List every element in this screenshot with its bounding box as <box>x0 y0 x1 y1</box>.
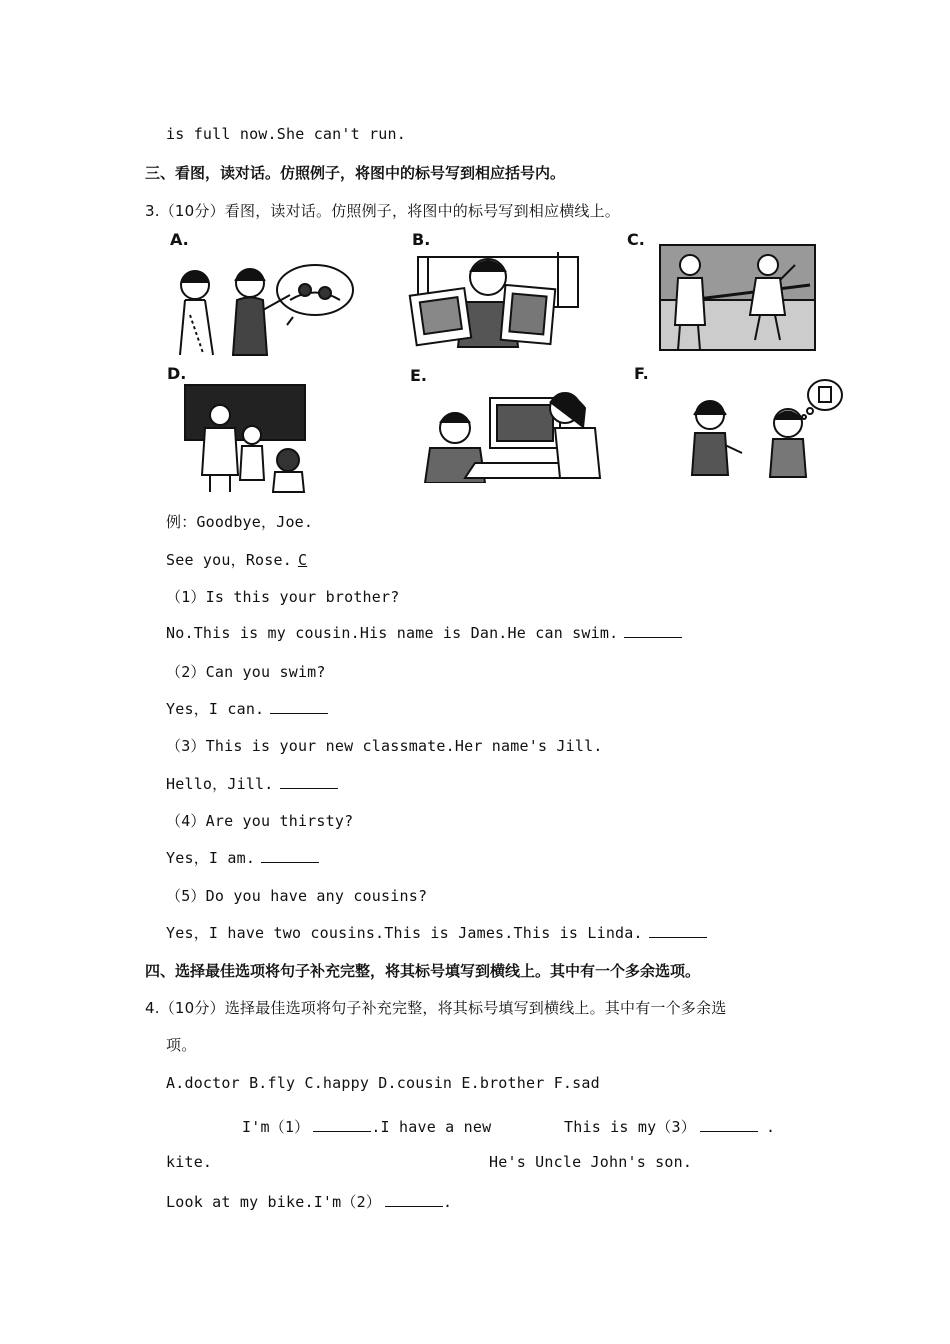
item-1-answer <box>166 623 682 642</box>
example-text: See you，Rose. <box>166 551 292 569</box>
item-2-answer-text: Yes，I can. <box>166 700 265 718</box>
continued-text: is full now.She can't run. <box>166 125 406 143</box>
item-1-question: （1）Is this your brother? <box>166 588 400 606</box>
sentence-3-text-a: This is my（3） <box>564 1118 696 1136</box>
sentence-3-line-1 <box>564 1116 775 1137</box>
item-5-blank[interactable] <box>649 923 707 938</box>
sentence-1-blank[interactable] <box>313 1117 371 1132</box>
example-answer: C <box>297 551 308 569</box>
item-4-answer <box>166 847 319 868</box>
options-list: A.doctor B.fly C.happy D.cousin E.brother F.sad <box>166 1074 600 1092</box>
section-3-heading: 三、看图，读对话。仿照例子，将图中的标号写到相应括号内。 <box>145 164 566 182</box>
sentence-3-blank[interactable] <box>700 1117 758 1132</box>
item-5-answer-text: Yes，I have two cousins.This is James.This is Linda. <box>166 924 643 942</box>
item-1-blank[interactable] <box>624 623 682 638</box>
picture-b-boy-with-photos <box>408 242 583 352</box>
item-1-answer-text: No.This is my cousin.His name is Dan.He can swim. <box>166 624 619 642</box>
sentence-2-blank[interactable] <box>385 1192 443 1207</box>
item-2-blank[interactable] <box>270 699 328 714</box>
sentence-2-text-a: Look at my bike.I'm（2） <box>166 1193 382 1211</box>
picture-e-kids-computer <box>415 378 605 483</box>
sentence-1-text-b: .I have a new <box>371 1118 492 1136</box>
question-4-title-line-2: 项。 <box>166 1036 197 1054</box>
question-4-title-line-1: 4.（10分）选择最佳选项将句子补充完整，将其标号填写到横线上。其中有一个多余选 <box>145 999 727 1017</box>
item-3-question: （3）This is your new classmate.Her name's Jill. <box>166 737 603 755</box>
picture-label-d: D. <box>167 364 187 383</box>
picture-f-thirsty-boy <box>670 375 850 485</box>
picture-a-girls-talking <box>165 255 360 360</box>
item-3-blank[interactable] <box>280 774 338 789</box>
item-4-answer-text: Yes，I am. <box>166 849 256 867</box>
question-3-title: 3.（10分）看图，读对话。仿照例子，将图中的标号写到相应横线上。 <box>145 202 621 220</box>
sentence-3-text-b: . <box>765 1118 776 1136</box>
sentence-1-line-2: kite. <box>166 1153 213 1171</box>
sentence-1-line-1 <box>242 1116 491 1137</box>
picture-label-c: C. <box>627 230 645 249</box>
picture-label-e: E. <box>410 366 428 385</box>
picture-d-teacher-classroom <box>180 380 310 495</box>
item-5-answer <box>166 922 707 943</box>
sentence-3-line-2: He's Uncle John's son. <box>489 1153 693 1171</box>
sentence-2-text-b: . <box>443 1193 453 1211</box>
item-4-question: （4）Are you thirsty? <box>166 812 354 830</box>
picture-label-a: A. <box>170 230 189 249</box>
item-4-blank[interactable] <box>261 848 319 863</box>
item-3-answer-text: Hello，Jill. <box>166 775 274 793</box>
picture-label-f: F. <box>634 364 649 383</box>
example-line-1: 例：Goodbye，Joe. <box>166 513 314 531</box>
sentence-1-text-a: I'm（1） <box>242 1118 310 1136</box>
picture-c-kids-waving <box>650 240 820 360</box>
section-4-heading: 四、选择最佳选项将句子补充完整，将其标号填写到横线上。其中有一个多余选项。 <box>145 962 701 980</box>
item-5-question: （5）Do you have any cousins? <box>166 887 428 905</box>
sentence-2 <box>166 1191 452 1212</box>
picture-label-b: B. <box>412 230 431 249</box>
example-line-2 <box>166 549 307 570</box>
item-2-question: （2）Can you swim? <box>166 663 326 681</box>
item-2-answer <box>166 698 328 719</box>
item-3-answer <box>166 773 338 794</box>
